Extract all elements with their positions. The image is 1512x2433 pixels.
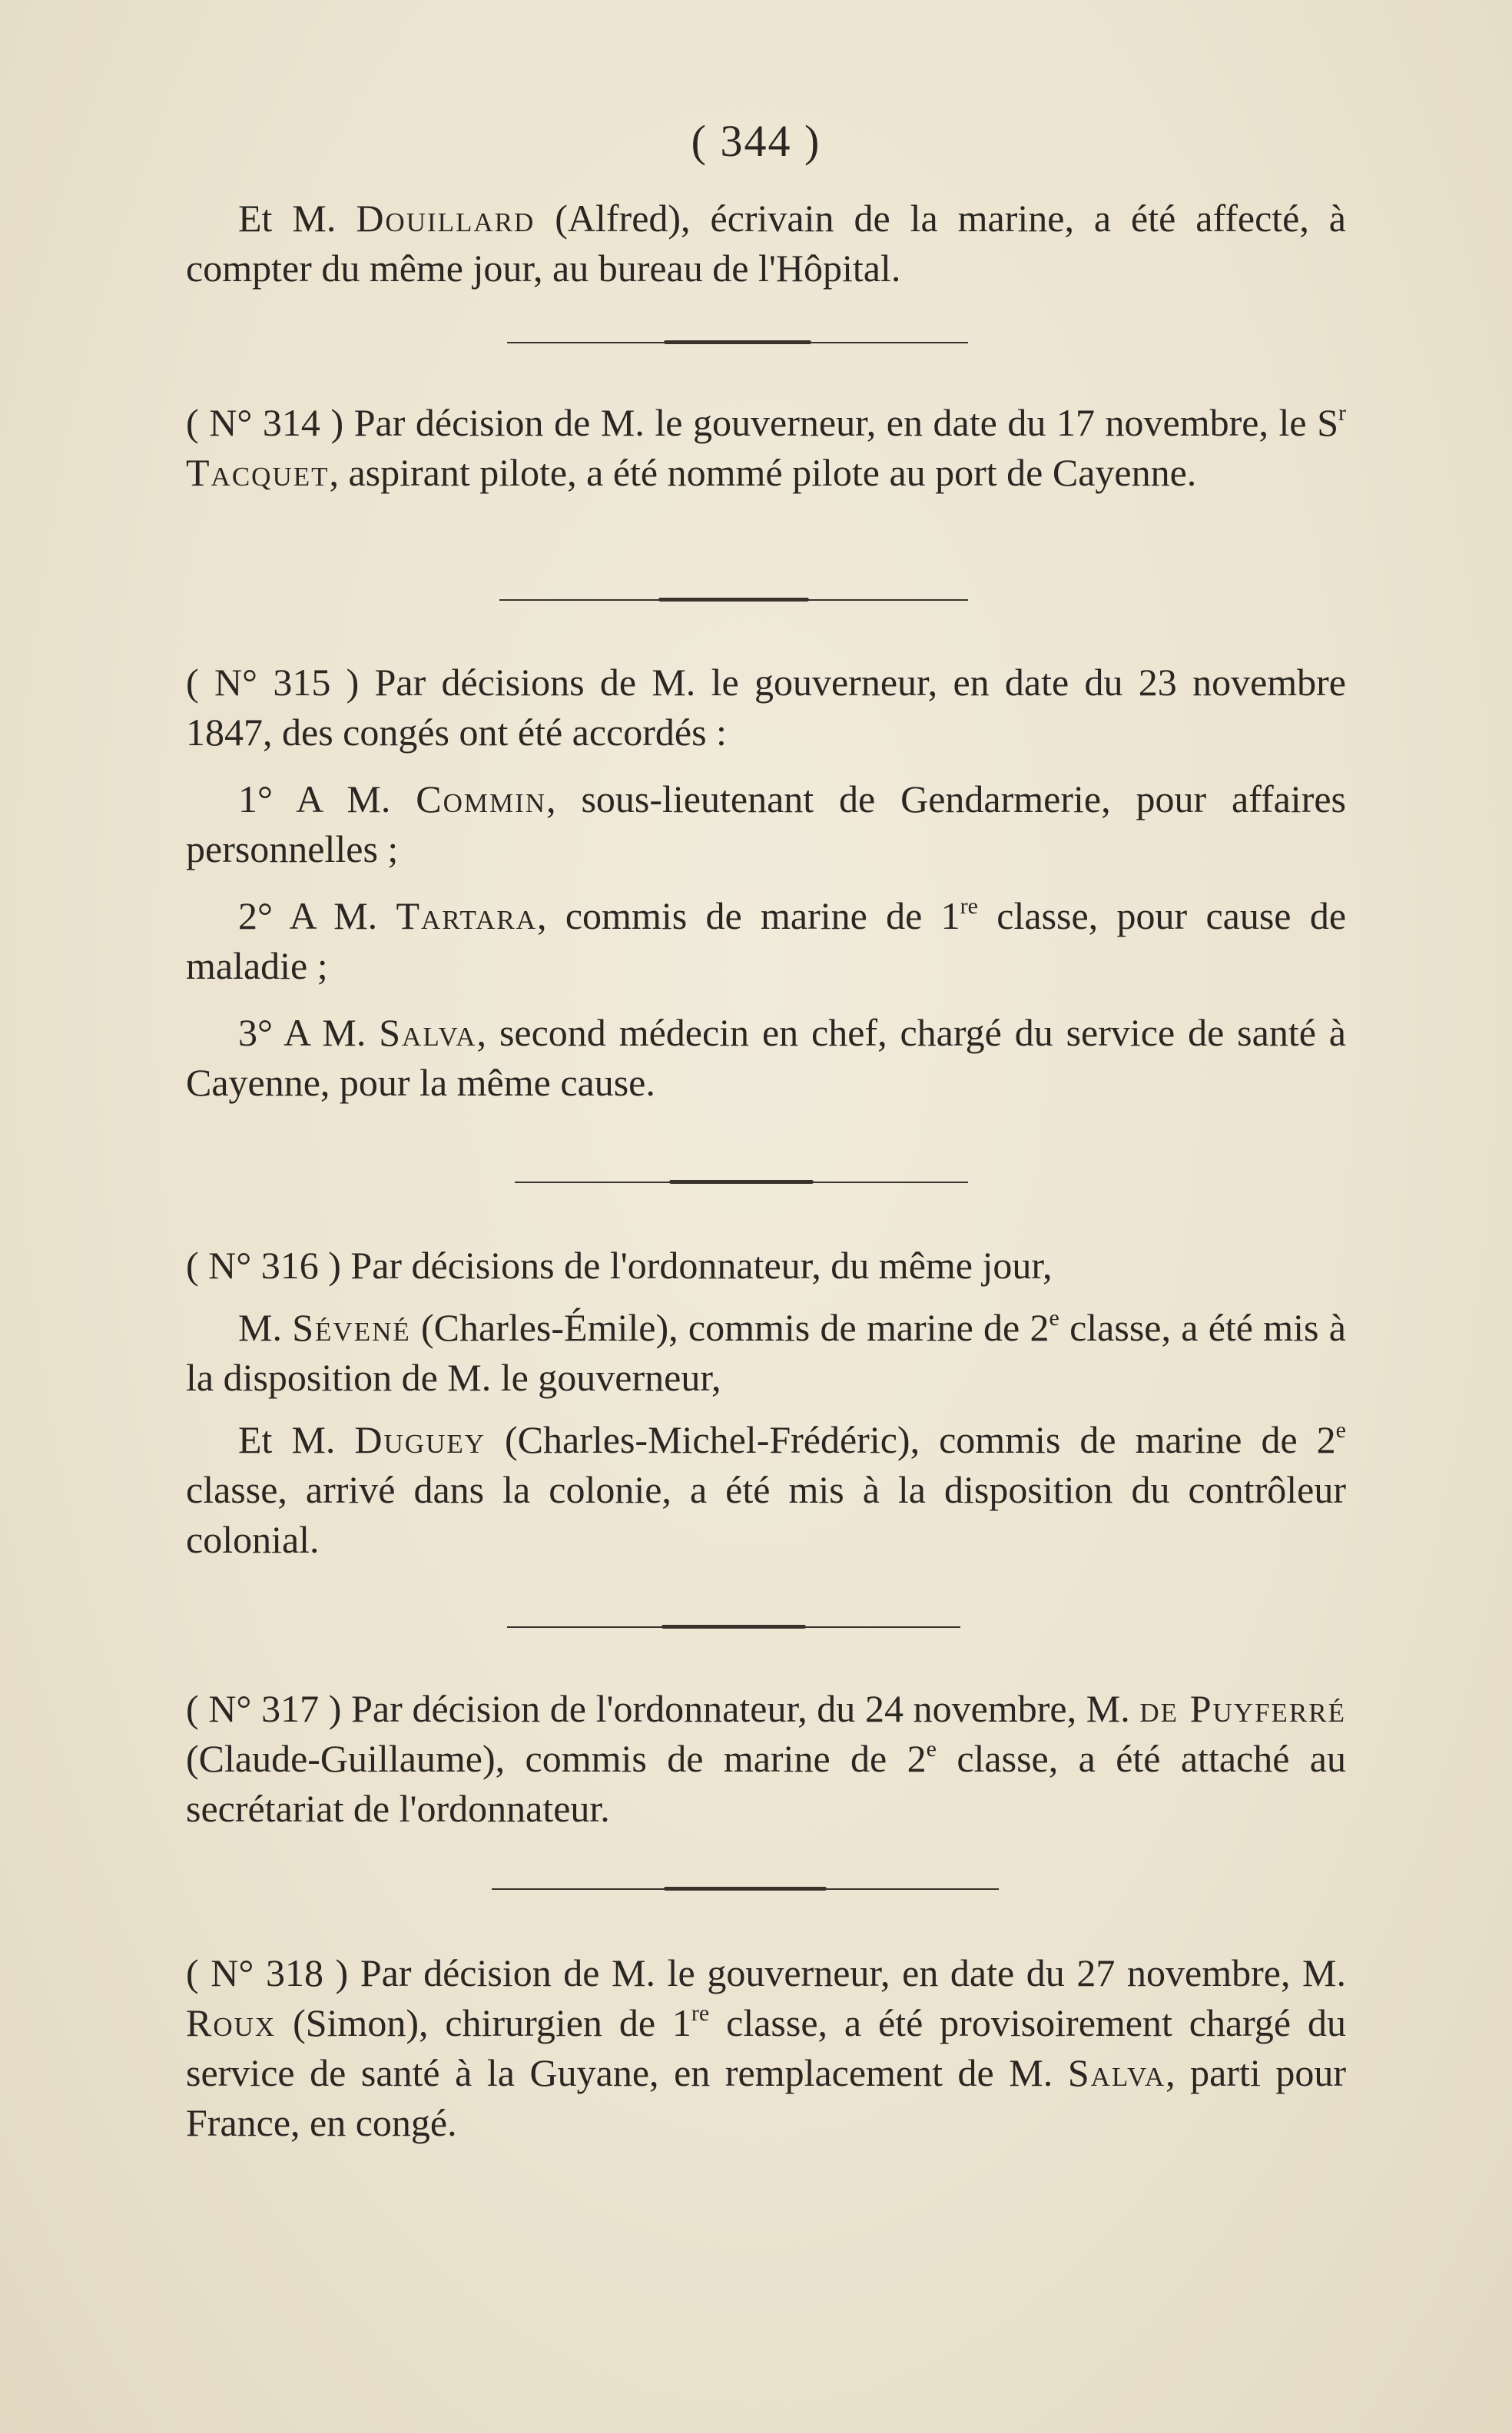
section-divider — [499, 599, 968, 601]
person-name: Salva — [1067, 2051, 1166, 2094]
list-item: 2° A M. Tartara, commis de marine de 1re classe, pour cause de maladie ; — [186, 893, 1347, 987]
paragraph: ( N° 316 ) Par décisions de l'ordonnateur, du même jour, — [186, 1244, 1053, 1287]
paragraph: ( N° 314 ) Par décision de M. le gouverneur, en date du 17 novembre, le $S^r$ Tacquet, aspirant pilote, a été nommé pilote au port de Cayenne. — [186, 400, 1347, 494]
paragraph: ( N° 317 ) Par décision de l'ordonnateur, du 24 novembre, M. de Puyferré (Claude-Guillaume), commis de marine de 2e classe, a été attaché au secrétariat de l'ordonnateur. — [186, 1687, 1346, 1830]
person-name: de Puyferré — [1139, 1687, 1346, 1730]
person-name: Roux — [186, 2001, 277, 2044]
person-name: Douillard — [356, 197, 536, 240]
entry-douillard — [186, 194, 1346, 293]
page-number: ( 344 ) — [691, 116, 821, 166]
entry-318 — [186, 1948, 1346, 2148]
entry-315 — [186, 658, 1346, 1108]
section-divider — [515, 1182, 968, 1183]
person-name: Commin — [416, 777, 547, 820]
section-divider — [507, 342, 968, 343]
entry-number: ( N° 317 ) — [186, 1687, 352, 1730]
paragraph: ( N° 315 ) Par décisions de M. le gouverneur, en date du 23 novembre 1847, des congés ont été accordés : — [186, 661, 1346, 754]
entry-314 — [186, 398, 1346, 498]
paragraph: Et M. Douillard (Alfred), écrivain de la marine, a été affecté, à compter du même jour, au bureau de l'Hôpital. — [186, 197, 1346, 290]
entry-number: ( N° 316 ) — [186, 1244, 351, 1287]
section-divider — [492, 1888, 999, 1890]
list-item: 3° A M. Salva, second médecin en chef, chargé du service de santé à Cayenne, pour la même cause. — [186, 1011, 1347, 1104]
person-name: Tartara — [396, 894, 538, 937]
person-name: Sévené — [292, 1306, 411, 1349]
person-name: Salva — [379, 1011, 477, 1054]
list-item: 1° A M. Commin, sous-lieutenant de Gendarmerie, pour affaires personnelles ; — [186, 777, 1346, 870]
section-divider — [507, 1626, 960, 1628]
person-name: Tacquet — [186, 451, 330, 494]
entry-number: ( N° 318 ) — [186, 1951, 360, 1994]
entry-317 — [186, 1684, 1346, 1834]
entry-number: ( N° 315 ) — [186, 661, 375, 704]
entry-316 — [186, 1241, 1346, 1565]
paragraph: ( N° 318 ) Par décision de M. le gouverneur, en date du 27 novembre, M. Roux (Simon), chirurgien de 1re classe, a été provisoirement chargé du service de santé à la Guyane, en remplacement de M. Salva, parti pour France, en congé. — [186, 1951, 1347, 2144]
list-item: M. Sévené (Charles-Émile), commis de marine de 2e classe, a été mis à la disposition de M. le gouverneur, — [186, 1305, 1346, 1399]
entry-number: ( N° 314 ) — [186, 401, 354, 444]
person-name: Duguey — [354, 1418, 486, 1461]
list-item: Et M. Duguey (Charles-Michel-Frédéric), commis de marine de 2e classe, arrivé dans la colonie, a été mis à la disposition du contrôleur colonial. — [186, 1417, 1346, 1561]
